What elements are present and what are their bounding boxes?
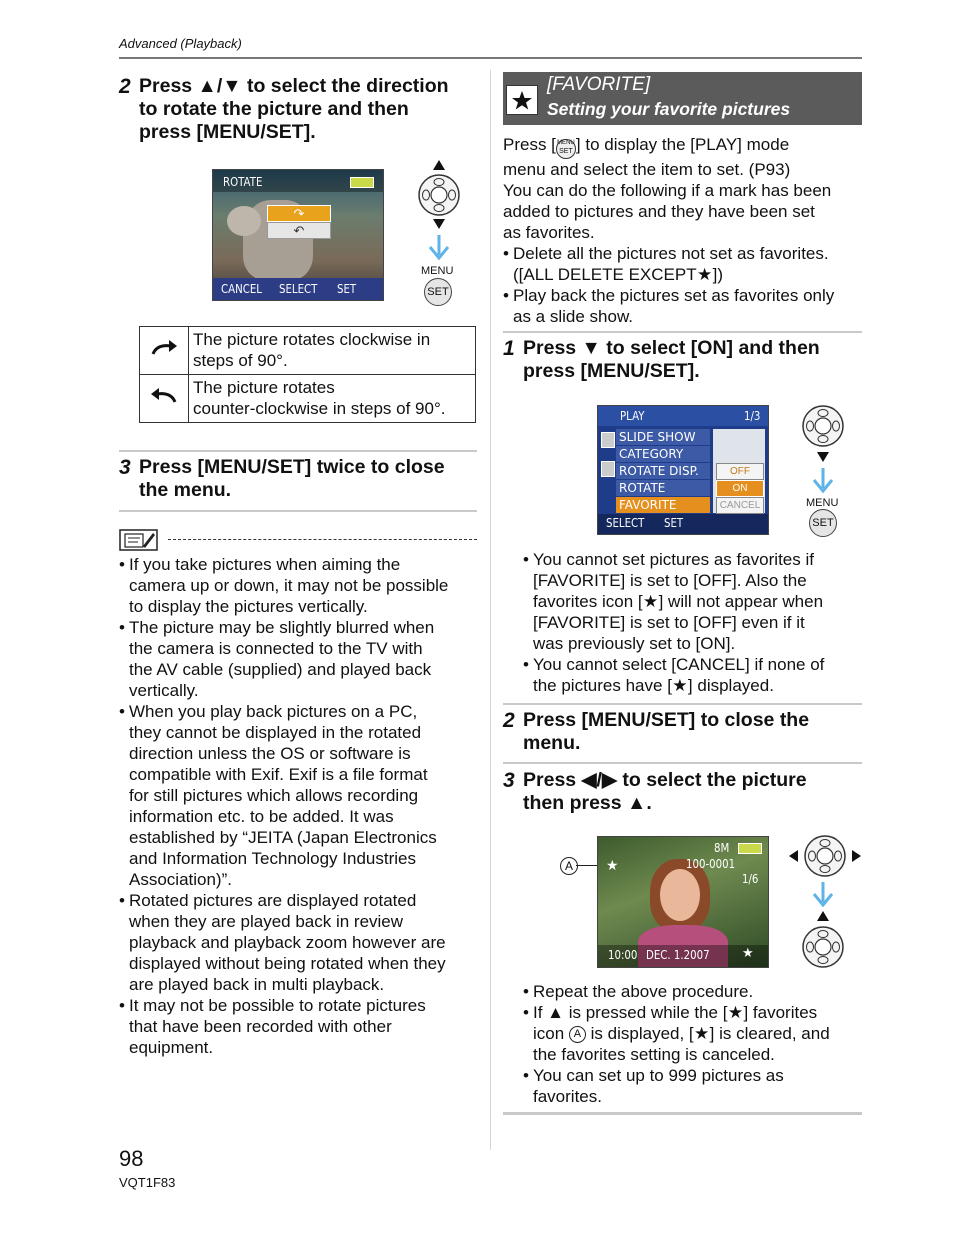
note-dashed-rule xyxy=(168,539,477,540)
step-number: 3 xyxy=(119,456,131,479)
step-number: 3 xyxy=(503,769,515,792)
control-pad-down xyxy=(796,402,854,502)
favorite-star-icon: ★ xyxy=(742,945,754,960)
step-2-close-menu-heading: 2 Press [MENU/SET] to close the menu. xyxy=(503,709,810,754)
play-menu-page: 1/3 xyxy=(744,409,761,423)
step-3-notes xyxy=(523,981,863,1107)
star-icon: ★ xyxy=(672,676,688,695)
marker-a-inline: A xyxy=(569,1026,586,1043)
step-number: 2 xyxy=(119,75,131,98)
list-item: • Repeat the above procedure. xyxy=(523,981,863,1002)
date-label: DEC. 1.2007 xyxy=(646,948,710,962)
portrait-face xyxy=(660,869,700,921)
column-divider xyxy=(490,70,491,1150)
page-number: 98 xyxy=(119,1146,144,1171)
menu-label: MENU xyxy=(421,265,454,277)
header-rule xyxy=(119,57,862,59)
rotate-cw-icon xyxy=(140,327,189,375)
select-hint: SELECT xyxy=(606,516,645,530)
list-item: • It may not be possible to rotate pictures that have been recorded with other equipment. xyxy=(119,995,484,1058)
time-label: 10:00 xyxy=(608,948,638,962)
favorite-star-icon xyxy=(506,85,538,115)
battery-icon xyxy=(350,177,374,188)
play-menu-title: PLAY xyxy=(620,409,645,423)
favorite-subtitle: Setting your favorite pictures xyxy=(547,99,791,119)
rotate-direction-table xyxy=(139,326,476,423)
list-item: • The picture may be slightly blurred when the camera is connected to the TV with the AV cable (supplied) and played back vertically. xyxy=(119,617,484,701)
list-item: • Rotated pictures are displayed rotated when they are played back in review playback and playback zoom however are displayed without being rotated when they are played back in multi playback. xyxy=(119,890,484,995)
marker-a: A xyxy=(560,857,578,875)
menu-label: MENU xyxy=(806,497,839,509)
step-number: 2 xyxy=(503,709,515,732)
set-hint: SET xyxy=(337,282,357,296)
section-divider xyxy=(119,450,477,452)
star-icon: ★ xyxy=(642,592,659,611)
note-icon xyxy=(119,529,159,551)
section-header: Advanced (Playback) xyxy=(119,36,242,51)
select-hint: SELECT xyxy=(279,282,318,296)
table-row: The picture rotates clockwise in steps of 90°. xyxy=(140,327,476,375)
step-3-close-menu-heading: 3 Press [MENU/SET] twice to close the menu. xyxy=(119,456,445,501)
cancel-hint: CANCEL xyxy=(221,282,262,296)
playback-screen xyxy=(597,836,769,968)
option-cancel[interactable]: CANCEL xyxy=(716,497,764,514)
menu-item-category[interactable]: CATEGORY xyxy=(616,446,710,462)
list-item: • You can set up to 999 pictures as favorites. xyxy=(523,1065,863,1107)
list-item: • Delete all the pictures not set as favorites. ([ALL DELETE EXCEPT★]) xyxy=(503,243,863,285)
rotate-cw-option[interactable]: ↷ xyxy=(267,205,331,222)
play-tab-icon xyxy=(601,432,615,448)
step-number: 1 xyxy=(503,337,515,360)
menu-set-mini-icon: MENU SET xyxy=(556,139,576,159)
file-number: 100-0001 xyxy=(686,857,736,871)
star-icon: ★ xyxy=(727,1003,744,1022)
favorite-title: [FAVORITE] xyxy=(547,74,651,95)
section-divider xyxy=(503,703,862,705)
picture-count: 1/6 xyxy=(742,872,759,886)
menu-item-favorite[interactable]: FAVORITE xyxy=(616,497,710,513)
setup-tab-icon xyxy=(601,461,615,477)
note-list xyxy=(119,554,484,1058)
menu-item-rotate-disp[interactable]: ROTATE DISP. xyxy=(616,463,710,479)
option-on[interactable]: ON xyxy=(716,480,764,497)
menu-set-button[interactable]: SET xyxy=(424,278,452,306)
star-icon: ★ xyxy=(694,1024,710,1043)
list-item: • If you take pictures when aiming the camera up or down, it may not be possible to display the pictures vertically. xyxy=(119,554,484,617)
list-item: • If ▲ is pressed while the [★] favorites icon A is displayed, [★] is cleared, and the favorites setting is canceled. xyxy=(523,1002,863,1065)
section-end-rule xyxy=(503,1112,862,1115)
play-menu-screen xyxy=(597,405,769,535)
model-code: VQT1F83 xyxy=(119,1175,176,1190)
section-divider xyxy=(503,762,862,764)
option-off[interactable]: OFF xyxy=(716,463,764,480)
step-2-rotate-heading: 2 Press ▲/▼ to select the direction to rotate the picture and then press [MENU/SET]. xyxy=(119,75,449,143)
rotate-ccw-option[interactable]: ↶ xyxy=(267,222,331,239)
star-icon: ★ xyxy=(696,265,713,284)
section-divider xyxy=(503,331,862,333)
step-1-notes xyxy=(523,549,863,696)
favorite-star-icon: ★ xyxy=(606,857,619,873)
rotate-title: ROTATE xyxy=(223,175,263,189)
section-divider xyxy=(119,510,477,512)
list-item: • You cannot set pictures as favorites if [FAVORITE] is set to [OFF]. Also the favorites icon [★] will not appear when [FAVORITE] is set to [OFF] even if it was previously set to [ON]. xyxy=(523,549,863,654)
favorite-intro: Press [ MENU SET ] to display the [PLAY] mode menu and select the item to set. (P93) You can do the following if a mark has been added to pictures and they have been set as favorites. • Delete all the pictures not set as favorites. ([ALL DELETE EXCEPT★]) • Play back the pictures set as favorites only as a slide show. xyxy=(503,134,863,327)
menu-item-rotate[interactable]: ROTATE xyxy=(616,480,710,496)
menu-set-button[interactable]: SET xyxy=(809,509,837,537)
control-pad-leftright-up xyxy=(786,832,864,972)
step-3-select-picture-heading: 3 Press ◀/▶ to select the picture then press ▲. xyxy=(503,769,807,814)
battery-icon xyxy=(738,843,762,854)
list-item: • When you play back pictures on a PC, they cannot be displayed in the rotated direction unless the OS or software is compatible with Exif. Exif is a file format for still pictures which allows recording information etc. to be added. It was established by “JEITA (Japan Electronics and Information Technology Industries Association)”. xyxy=(119,701,484,890)
rotate-ccw-icon xyxy=(140,375,189,423)
step-1-select-on-heading: 1 Press ▼ to select [ON] and then press [MENU/SET]. xyxy=(503,337,820,382)
set-hint: SET xyxy=(664,516,684,530)
table-row: The picture rotates counter-clockwise in steps of 90°. xyxy=(140,375,476,423)
menu-item-slide-show[interactable]: SLIDE SHOW xyxy=(616,429,710,445)
list-item: • Play back the pictures set as favorites only as a slide show. xyxy=(503,285,863,327)
rotate-screen xyxy=(212,169,384,301)
resolution-label: 8M xyxy=(714,841,730,855)
list-item: • You cannot select [CANCEL] if none of the pictures have [★] displayed. xyxy=(523,654,863,696)
